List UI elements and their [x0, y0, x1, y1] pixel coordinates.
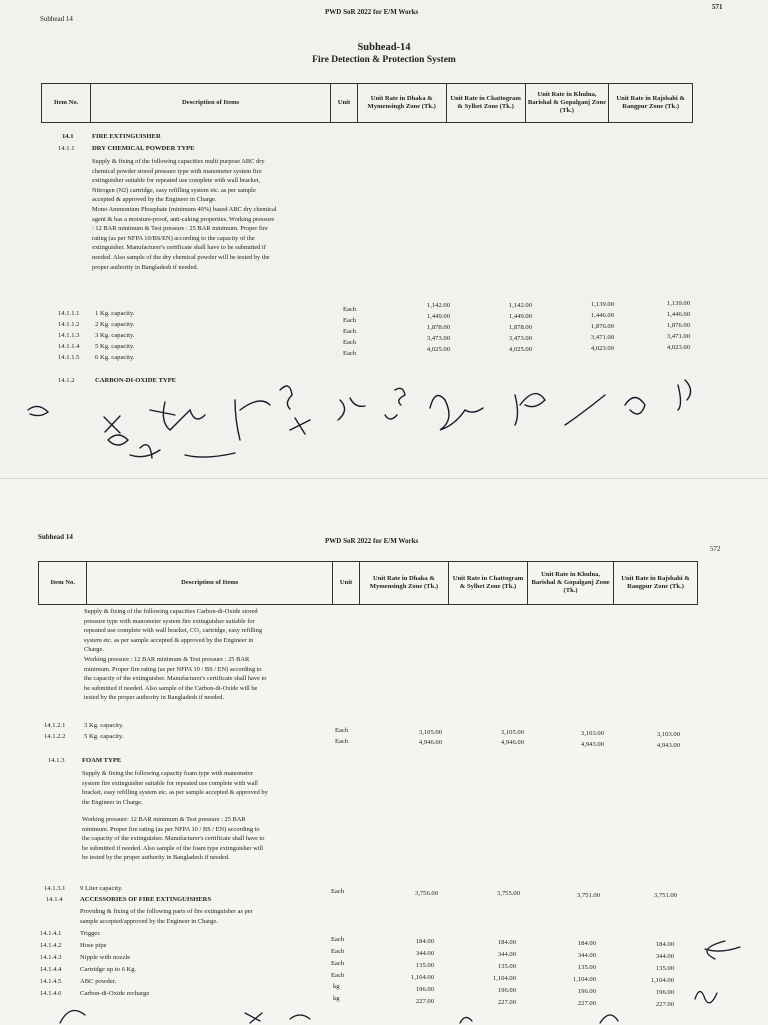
item-desc: 6 Kg. capacity. [95, 354, 135, 361]
col-rate4: Unit Rate in Rajshahi & Rangpur Zone (Tk.) [609, 84, 693, 123]
item-desc: 2 Kg. capacity. [95, 321, 135, 328]
page-571 [0, 0, 768, 478]
rate-rajshahi: 1,139.00 [666, 300, 690, 307]
rate-dhaka: 1,878.00 [426, 324, 450, 331]
rate-chattogram: 4,025.00 [508, 346, 532, 353]
desc-line: Supply & fixing of the following capacities Carbon-di-Oxide stored [84, 608, 258, 615]
item-unit: Each [335, 727, 349, 734]
col-rate2: Unit Rate in Chattogram & Sylhet Zone (Tk.) [448, 562, 527, 605]
rate-chattogram: 227.00 [497, 999, 516, 1006]
rate-dhaka: 184.00 [415, 938, 434, 945]
item-no: 14.1.3.1 [44, 885, 66, 892]
rate-khulna: 196.00 [577, 988, 596, 995]
rate-khulna: 184.00 [577, 940, 596, 947]
desc-line: Charge. [84, 646, 104, 654]
accessories-description [80, 907, 350, 926]
rate-chattogram: 1,449.00 [508, 313, 532, 320]
desc-line: Working pressure: 12 BAR minimum & Test pressure : 25 BAR [82, 816, 246, 823]
item-desc: 3 Kg. capacity. [95, 332, 135, 339]
col-description: Description of Items [87, 562, 333, 605]
rate-rajshahi: 3,471.00 [666, 333, 690, 340]
desc-line: chemical powder stored pressure type with manometer system fire [92, 167, 262, 175]
item-no: 14.1.4.5 [40, 978, 62, 985]
rate-khulna: 1,446.00 [590, 312, 614, 319]
rate-rajshahi: 4,023.00 [666, 344, 690, 351]
rate-dhaka: 4,025.00 [426, 346, 450, 353]
col-rate2: Unit Rate in Chattogram & Sylhet Zone (Tk.) [446, 84, 525, 123]
rate-dhaka: 227.00 [415, 998, 434, 1005]
foam-description [82, 769, 347, 807]
desc-line: pressure type with manometer system fire extinguisher suitable for [84, 617, 255, 625]
item-no: 14.1.1.1 [58, 310, 80, 317]
item-desc: 5 Kg. capacity. [84, 733, 124, 740]
col-rate1: Unit Rate in Dhaka & Mymensingh Zone (Tk.) [359, 562, 448, 605]
item-no: 14.1.1.3 [58, 332, 80, 339]
rate-chattogram: 135.00 [497, 963, 516, 970]
desc-line: be tested by the proper authority in Bangladesh if needed. [82, 854, 230, 862]
rate-dhaka: 196.00 [415, 986, 434, 993]
item-desc: Nipple with nozzle [80, 954, 131, 961]
rate-chattogram: 4,946.00 [500, 739, 524, 746]
desc-line: minimum. Proper fire rating (as per NFPA 10 / BS / EN) according to [84, 665, 262, 673]
rate-khulna: 3,751.00 [576, 892, 600, 899]
subhead-subtitle: Fire Detection & Protection System [312, 55, 456, 65]
header-table [38, 561, 698, 605]
page-number: 572 [710, 545, 721, 553]
col-rate4: Unit Rate in Rajshahi & Rangpur Zone (Tk.) [614, 562, 698, 605]
item-unit: kg [333, 983, 340, 990]
item-unit: Each [331, 972, 345, 979]
item-no: 14.1.4.4 [40, 966, 62, 973]
rate-khulna: 1,104.00 [572, 976, 596, 983]
desc-line: extinguisher. Manufacturer's certificate shall have to be submitted if [92, 244, 266, 252]
item-desc: Carbon-di-Oxide recharge [80, 990, 150, 997]
item-desc: Hose pipe [80, 942, 107, 949]
item-desc: 3 Kg. capacity. [84, 722, 124, 729]
desc-line: rating (as per NFPA 10/BS/EN) according to the capacity of the [92, 234, 255, 242]
item-desc: Cartridge up to 6 Kg. [80, 966, 137, 973]
desc-line: be submitted if needed. Also sample of the foam type extinguisher will [82, 844, 264, 852]
rate-rajshahi: 135.00 [655, 965, 674, 972]
desc-line: system etc. as per sample accepted & approved by the Engineer in [84, 636, 254, 644]
rate-chattogram: 1,142.00 [508, 302, 532, 309]
item-no: 14.1.4.1 [40, 930, 62, 937]
col-rate3: Unit Rate in Khulna, Barishal & Gopalganj Zone (Tk.) [525, 84, 609, 123]
desc-line: extinguisher suitable for repeated use complete with wall bracket, [92, 177, 261, 185]
item-unit: Each [343, 350, 357, 357]
rate-rajshahi: 1,876.00 [666, 322, 690, 329]
sec-14-1-1-title: DRY CHEMICAL POWDER TYPE [92, 145, 195, 152]
item-no: 14.1.2.2 [44, 733, 66, 740]
page-number: 571 [712, 3, 723, 11]
col-unit: Unit [331, 84, 358, 123]
item-desc: 5 Kg. capacity. [95, 343, 135, 350]
desc-line: sample accepted/approved by the Engineer in Charge. [80, 917, 218, 925]
book-title: PWD SoR 2022 for E/M Works [325, 537, 419, 545]
sec-14-1-no: 14.1 [62, 133, 74, 140]
signatures-image [0, 370, 768, 478]
rate-rajshahi: 196.00 [655, 989, 674, 996]
sec-14-1-4-title: ACCESSORIES OF FIRE EXTINGUISHERS [80, 896, 212, 903]
rate-chattogram: 184.00 [497, 939, 516, 946]
rate-dhaka: 344.00 [415, 950, 434, 957]
page-572 [0, 478, 768, 1025]
foam-description-2 [82, 815, 347, 863]
item-unit: Each [331, 948, 345, 955]
rate-chattogram: 344.00 [497, 951, 516, 958]
rate-dhaka: 1,449.00 [426, 313, 450, 320]
item-unit: Each [343, 339, 357, 346]
desc-line: the capacity of the extinguisher. Manufacturer's certificate shall have to [82, 835, 265, 843]
rate-dhaka: 1,142.00 [426, 302, 450, 309]
desc-line: Supply & fixing the following capacity foam type with manometer [82, 770, 253, 777]
desc-line: tested by the proper authority in Bangladesh if needed. [84, 694, 225, 702]
rate-chattogram: 196.00 [497, 987, 516, 994]
desc-line: proper authority in Bangladesh if needed. [92, 263, 199, 271]
desc-line: the capacity of the extinguisher. Manufacturer's certificate shall have to [84, 675, 267, 683]
rate-chattogram: 1,878.00 [508, 324, 532, 331]
col-description: Description of Items [91, 84, 331, 123]
item-unit: kg [333, 995, 340, 1002]
item-unit: Each [331, 960, 345, 967]
rate-dhaka: 3,473.00 [426, 335, 450, 342]
desc-line: Supply & fixing of the following capacities multi purpose ABC dry [92, 158, 265, 165]
rate-dhaka: 4,946.00 [418, 739, 442, 746]
col-rate1: Unit Rate in Dhaka & Mymensingh Zone (Tk.) [357, 84, 446, 123]
item-unit: Each [335, 738, 349, 745]
item-no: 14.1.1.5 [58, 354, 80, 361]
rate-rajshahi: 1,446.00 [666, 311, 690, 318]
sec-14-1-4-no: 14.1.4 [46, 896, 63, 903]
rate-rajshahi: 344.00 [655, 953, 674, 960]
desc-line: Mono Ammonium Phosphate (minimum 40%) based ABC dry chemical [92, 205, 277, 213]
header-table [41, 83, 693, 123]
running-head: Subhead 14 [40, 15, 73, 23]
item-unit: Each [343, 328, 357, 335]
rate-rajshahi: 3,103.00 [656, 731, 680, 738]
col-item-no: Item No. [42, 84, 91, 123]
rate-khulna: 1,139.00 [590, 301, 614, 308]
item-no: 14.1.4.3 [40, 954, 62, 961]
item-no: 14.1.1.2 [58, 321, 80, 328]
running-head: Subhead 14 [38, 533, 73, 541]
rate-chattogram: 3,105.00 [500, 729, 524, 736]
desc-line: bracket, easy refilling system etc. as per sample accepted & approved by [82, 789, 268, 797]
rate-khulna: 227.00 [577, 1000, 596, 1007]
col-item-no: Item No. [39, 562, 87, 605]
col-unit: Unit [333, 562, 360, 605]
rate-rajshahi: 3,751.00 [653, 892, 677, 899]
sec-14-1-2-no: 14.1.2 [58, 377, 75, 384]
rate-chattogram: 3,755.00 [496, 890, 520, 897]
sec-14-1-1-no: 14.1.1 [58, 145, 75, 152]
rate-dhaka: 135.00 [415, 962, 434, 969]
item-unit: Each [343, 306, 357, 313]
rate-dhaka: 3,756.00 [414, 890, 438, 897]
item-no: 14.1.2.1 [44, 722, 66, 729]
sec-14-1-2-title: CARBON-DI-OXIDE TYPE [95, 377, 177, 384]
item-unit: Each [331, 888, 345, 895]
rate-khulna: 4,943.00 [580, 741, 604, 748]
item-desc: 9 Liter capacity. [80, 885, 123, 892]
item-desc: 1 Kg. capacity. [95, 310, 135, 317]
rate-khulna: 3,471.00 [590, 334, 614, 341]
rate-chattogram: 1,104.00 [492, 975, 516, 982]
rate-rajshahi: 184.00 [655, 941, 674, 948]
item-no: 14.1.4.6 [40, 990, 62, 997]
rate-chattogram: 3,473.00 [508, 335, 532, 342]
desc-line: Providing & fixing of the following parts of fire extinguisher as per [80, 908, 253, 915]
rate-khulna: 3,103.00 [580, 730, 604, 737]
item-unit: Each [331, 936, 345, 943]
item-no: 14.1.1.4 [58, 343, 80, 350]
subhead-title: Subhead-14 [357, 42, 411, 53]
rate-dhaka: 1,104.00 [410, 974, 434, 981]
dry-powder-description [92, 157, 342, 272]
rate-khulna: 4,023.00 [590, 345, 614, 352]
item-desc: ABC powder. [80, 978, 117, 985]
desc-line: the Engineer in Charge. [82, 798, 143, 806]
rate-rajshahi: 227.00 [655, 1001, 674, 1008]
rate-khulna: 135.00 [577, 964, 596, 971]
desc-line: Working pressure : 12 BAR minimum & Test pressure : 25 BAR [84, 655, 250, 663]
desc-line: be submitted if needed. Also sample of the Carbon-di-Oxide will be [84, 684, 258, 692]
desc-line: Nitrogen (N2) cartridge, easy refilling system etc. as per sample [92, 186, 256, 194]
rate-khulna: 344.00 [577, 952, 596, 959]
rate-khulna: 1,876.00 [590, 323, 614, 330]
rate-dhaka: 3,105.00 [418, 729, 442, 736]
desc-line: agent & has a moisture-proof, anti-caking properties. Working pressure [92, 215, 275, 223]
item-no: 14.1.4.2 [40, 942, 62, 949]
desc-line: needed. Also sample of the dry chemical powder will be tested by the [92, 253, 270, 261]
desc-line: repeated use complete with wall bracket, CO₂ cartridge, easy refilling [84, 627, 263, 635]
rate-rajshahi: 1,104.00 [650, 977, 674, 984]
desc-line: system fire extinguisher suitable for repeated use complete with wall [82, 779, 258, 787]
desc-line: accepted & approved by the Engineer in Charge. [92, 196, 217, 204]
desc-line: : 12 BAR minimum & Test pressure : 25 BAR minimum. Proper fire [92, 225, 268, 233]
item-unit: Each [343, 317, 357, 324]
co2-description [84, 607, 344, 703]
col-rate3: Unit Rate in Khulna, Barishal & Gopalganj Zone (Tk.) [528, 562, 614, 605]
sec-14-1-3-no: 14.1.3 [48, 757, 65, 764]
sec-14-1-title: FIRE EXTINGUISHER [92, 133, 161, 140]
desc-line: minimum. Proper fire rating (as per NFPA 10 / BS / EN) according to [82, 825, 260, 833]
sec-14-1-3-title: FOAM TYPE [82, 757, 122, 764]
item-desc: Trigger. [80, 930, 101, 937]
book-title: PWD SoR 2022 for E/M Works [325, 8, 419, 16]
rate-rajshahi: 4,943.00 [656, 742, 680, 749]
